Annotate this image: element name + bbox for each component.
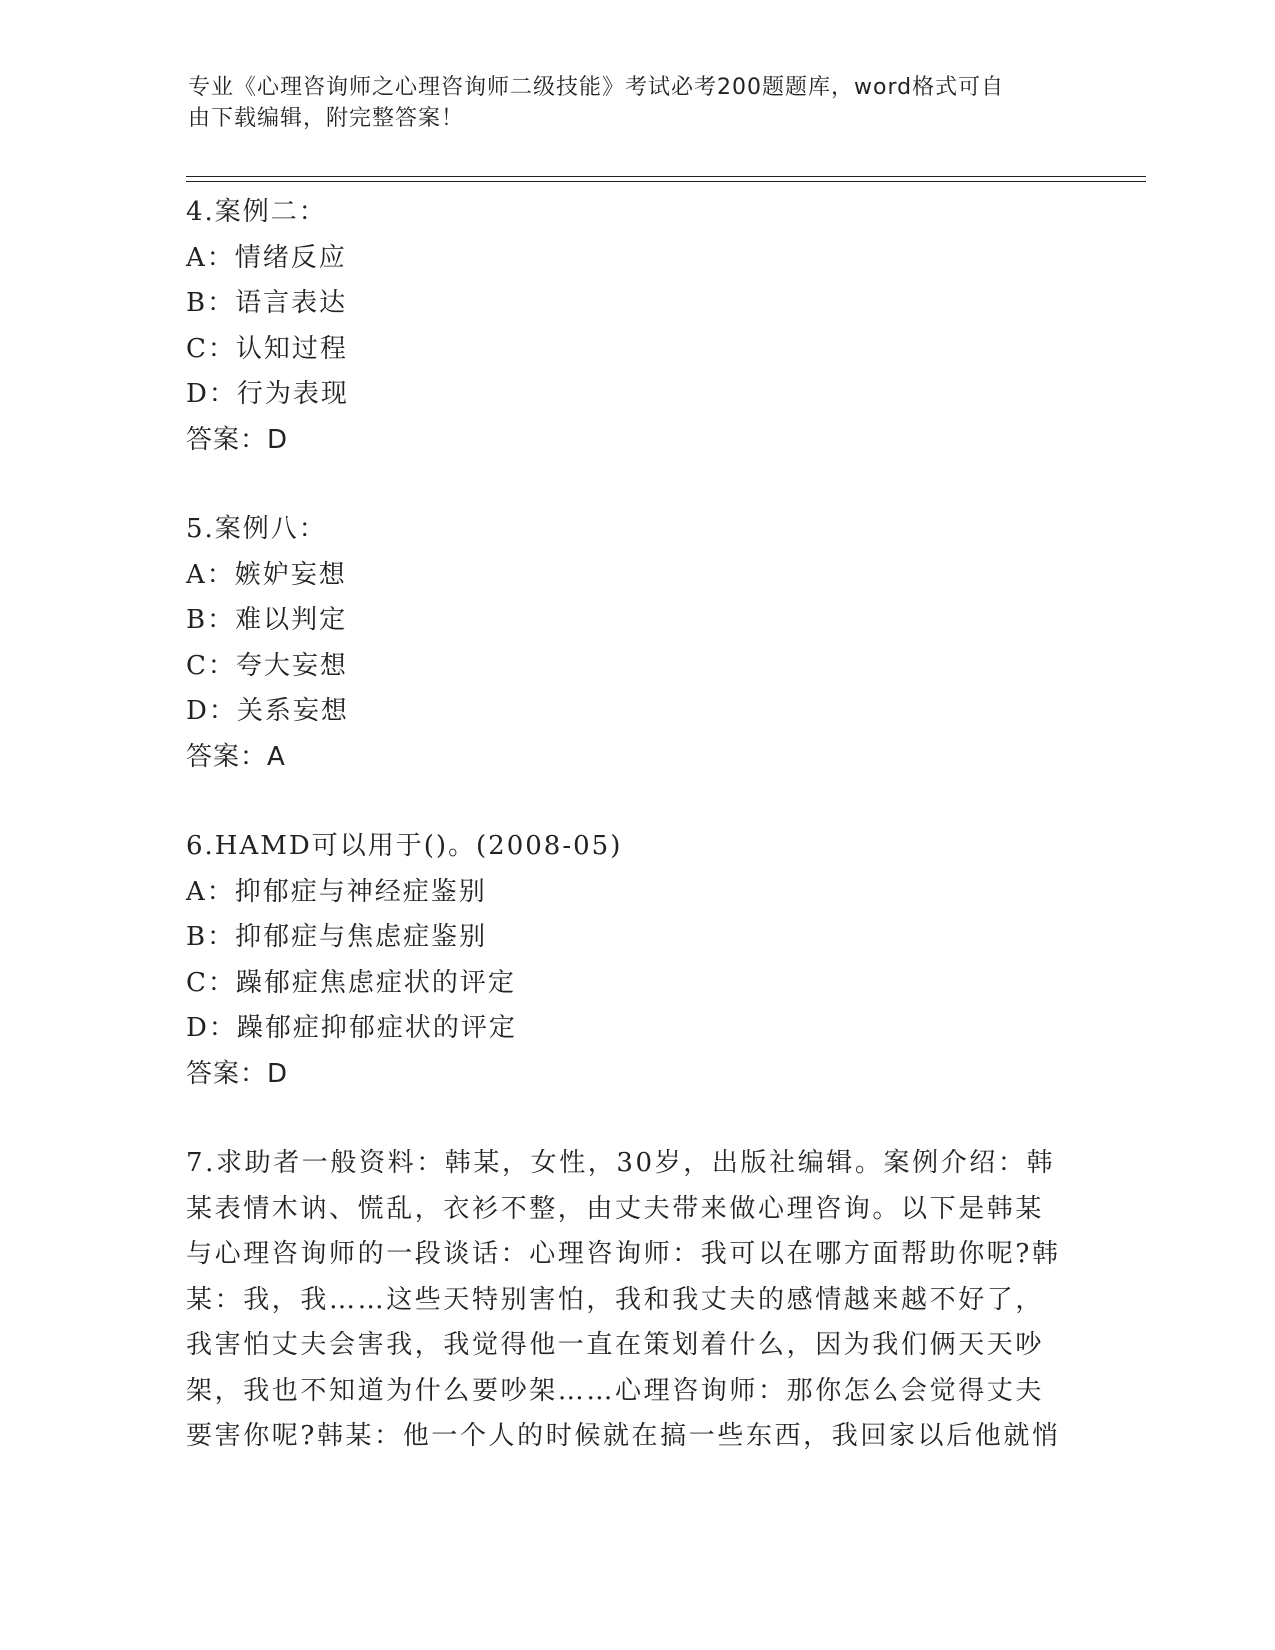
answer: 答案：A xyxy=(186,741,286,772)
header-line-2: 由下载编辑，附完整答案！ xyxy=(188,106,465,131)
option-a: A：情绪反应 xyxy=(186,242,347,273)
header-divider-bottom xyxy=(186,181,1146,182)
option-a: A：抑郁症与神经症鉴别 xyxy=(186,876,487,907)
answer: 答案：D xyxy=(186,424,289,455)
header-line-1: 专业《心理咨询师之心理咨询师二级技能》考试必考200题题库，word格式可自 xyxy=(188,75,1005,100)
question-5 xyxy=(186,507,1086,780)
document-header xyxy=(188,72,1068,134)
option-c: C：夸大妄想 xyxy=(186,650,348,681)
option-d: D：躁郁症抑郁症状的评定 xyxy=(186,1013,517,1043)
question-title: 5.案例八： xyxy=(186,514,327,544)
question-title: 4.案例二： xyxy=(186,197,327,227)
question-7-text: 7.求助者一般资料：韩某，女性，30岁，出版社编辑。案例介绍：韩某表情木讷、慌乱，衣衫不整，由丈夫带来做心理咨询。以下是韩某与心理咨询师的一段谈话：心理咨询师：我可以在哪方面帮助你呢?韩某：我，我……这些天特别害怕，我和我丈夫的感情越来越不好了，我害怕丈夫会害我，我觉得他一直在策划着什么，因为我们俩天天吵架，我也不知道为什么要吵架……心理咨询师：那你怎么会觉得丈夫要害你呢?韩某：他一个人的时候就在搞一些东西，我回家以后他就悄 xyxy=(186,1148,1061,1451)
option-b: B：语言表达 xyxy=(186,288,348,318)
question-4 xyxy=(186,190,1086,463)
header-divider-top xyxy=(186,176,1146,177)
option-c: C：躁郁症焦虑症状的评定 xyxy=(186,967,516,998)
option-d: D：行为表现 xyxy=(186,379,349,409)
answer: 答案：D xyxy=(186,1058,289,1089)
question-6 xyxy=(186,824,1086,1097)
option-b: B：难以判定 xyxy=(186,605,348,635)
option-a: A：嫉妒妄想 xyxy=(186,559,347,590)
question-list xyxy=(186,190,1086,1460)
option-b: B：抑郁症与焦虑症鉴别 xyxy=(186,922,488,952)
option-d: D：关系妄想 xyxy=(186,696,349,726)
option-c: C：认知过程 xyxy=(186,333,348,364)
question-title: 6.HAMD可以用于()。(2008-05) xyxy=(186,831,623,861)
